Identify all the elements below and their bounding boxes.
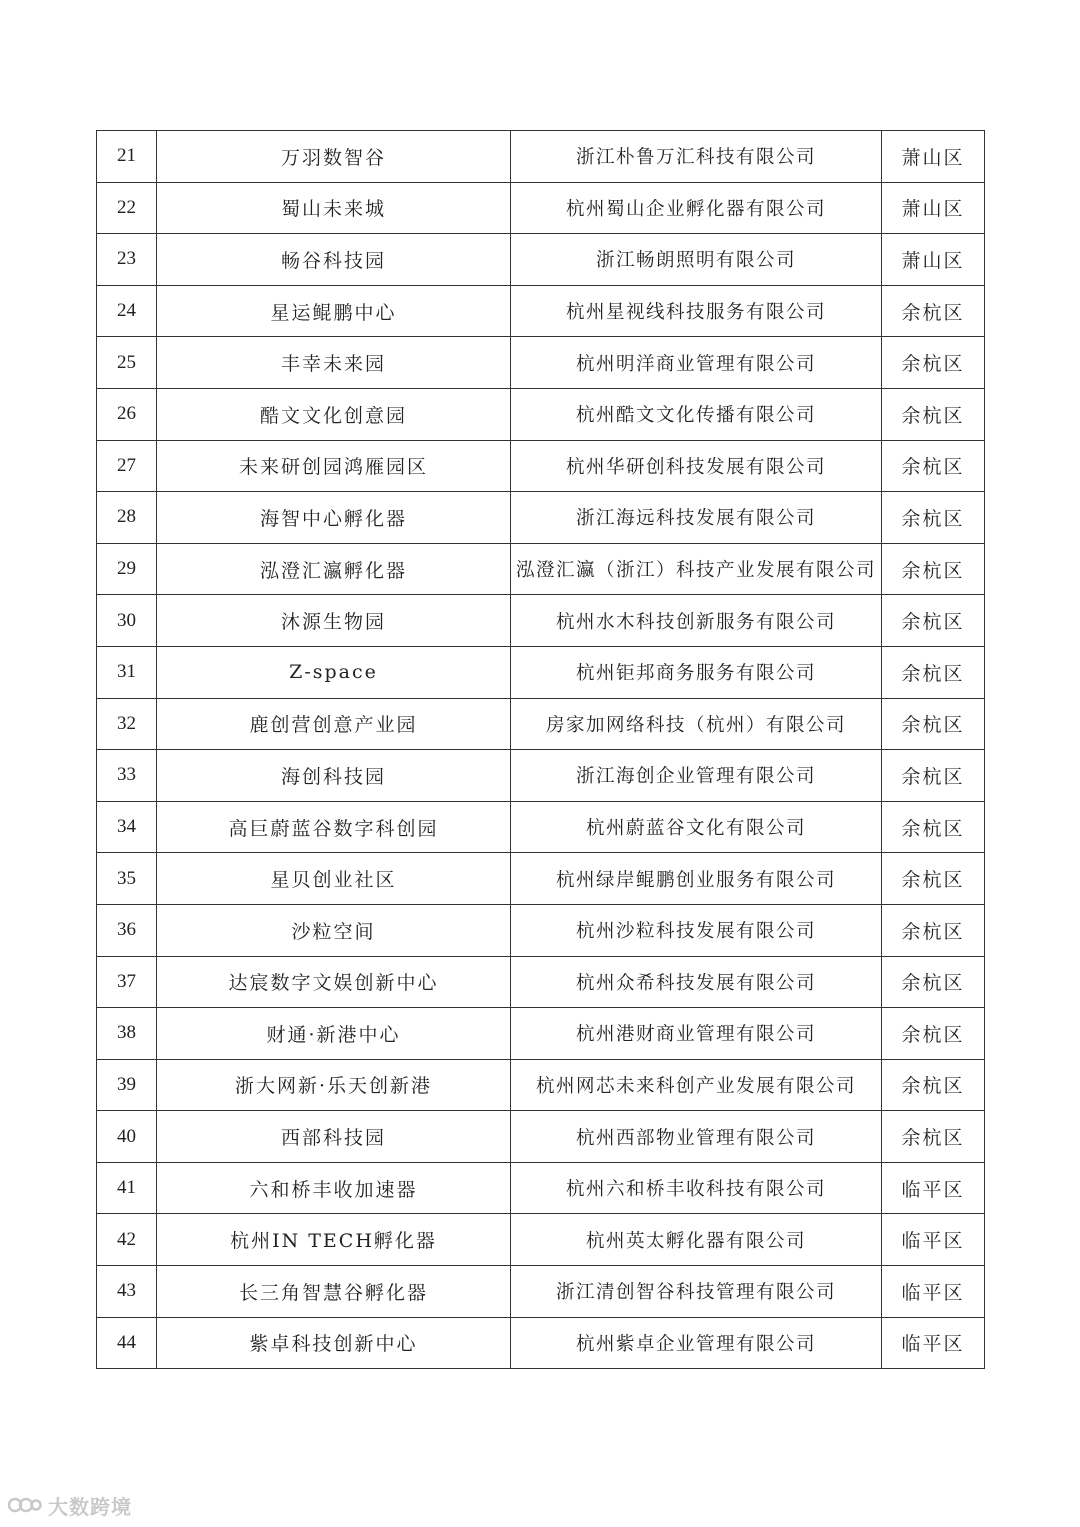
district-cell: 余杭区	[882, 1111, 985, 1163]
operating-company-cell: 杭州水木科技创新服务有限公司	[511, 595, 882, 647]
district-cell: 临平区	[882, 1317, 985, 1369]
operating-company-cell: 杭州绿岸鲲鹏创业服务有限公司	[511, 853, 882, 905]
row-number-cell: 34	[97, 801, 157, 853]
table-row	[97, 956, 985, 1008]
district-cell: 余杭区	[882, 285, 985, 337]
row-number-cell: 23	[97, 234, 157, 286]
table-row	[97, 492, 985, 544]
table-row	[97, 1317, 985, 1369]
row-number-cell: 29	[97, 543, 157, 595]
row-number-cell: 37	[97, 956, 157, 1008]
operating-company-cell: 杭州酷文文化传播有限公司	[511, 388, 882, 440]
row-number-cell: 26	[97, 388, 157, 440]
table-body	[97, 131, 985, 1369]
table-row	[97, 750, 985, 802]
row-number-cell: 33	[97, 750, 157, 802]
row-number-cell: 40	[97, 1111, 157, 1163]
row-number-cell: 21	[97, 131, 157, 183]
table-row	[97, 1008, 985, 1060]
table-row	[97, 543, 985, 595]
table-row	[97, 388, 985, 440]
operating-company-cell: 杭州西部物业管理有限公司	[511, 1111, 882, 1163]
incubator-name-cell: 杭州IN TECH孵化器	[157, 1214, 511, 1266]
operating-company-cell: 浙江畅朗照明有限公司	[511, 234, 882, 286]
table-row	[97, 1266, 985, 1318]
table-row	[97, 131, 985, 183]
row-number-cell: 24	[97, 285, 157, 337]
operating-company-cell: 杭州英太孵化器有限公司	[511, 1214, 882, 1266]
row-number-cell: 28	[97, 492, 157, 544]
operating-company-cell: 浙江海远科技发展有限公司	[511, 492, 882, 544]
watermark-text: 大数跨境	[48, 1494, 132, 1519]
operating-company-cell: 浙江清创智谷科技管理有限公司	[511, 1266, 882, 1318]
table-row	[97, 801, 985, 853]
table-row	[97, 1059, 985, 1111]
district-cell: 余杭区	[882, 750, 985, 802]
incubator-name-cell: 丰幸未来园	[157, 337, 511, 389]
incubator-name-cell: 未来研创园鸿雁园区	[157, 440, 511, 492]
operating-company-cell: 杭州星视线科技服务有限公司	[511, 285, 882, 337]
district-cell: 临平区	[882, 1266, 985, 1318]
incubator-name-cell: 星运鲲鹏中心	[157, 285, 511, 337]
incubator-name-cell: 西部科技园	[157, 1111, 511, 1163]
table-row	[97, 1111, 985, 1163]
table-row	[97, 1214, 985, 1266]
row-number-cell: 31	[97, 646, 157, 698]
row-number-cell: 35	[97, 853, 157, 905]
row-number-cell: 22	[97, 182, 157, 234]
district-cell: 余杭区	[882, 388, 985, 440]
incubator-name-cell: 泓澄汇瀛孵化器	[157, 543, 511, 595]
operating-company-cell: 杭州六和桥丰收科技有限公司	[511, 1162, 882, 1214]
district-cell: 余杭区	[882, 904, 985, 956]
row-number-cell: 25	[97, 337, 157, 389]
operating-company-cell: 杭州网芯未来科创产业发展有限公司	[511, 1059, 882, 1111]
table-row	[97, 595, 985, 647]
incubator-name-cell: 星贝创业社区	[157, 853, 511, 905]
row-number-cell: 43	[97, 1266, 157, 1318]
table-row	[97, 234, 985, 286]
district-cell: 临平区	[882, 1214, 985, 1266]
operating-company-cell: 杭州蔚蓝谷文化有限公司	[511, 801, 882, 853]
operating-company-cell: 杭州众希科技发展有限公司	[511, 956, 882, 1008]
district-cell: 余杭区	[882, 698, 985, 750]
row-number-cell: 39	[97, 1059, 157, 1111]
operating-company-cell: 杭州港财商业管理有限公司	[511, 1008, 882, 1060]
table-row	[97, 285, 985, 337]
operating-company-cell: 泓澄汇瀛（浙江）科技产业发展有限公司	[511, 543, 882, 595]
district-cell: 萧山区	[882, 182, 985, 234]
district-cell: 余杭区	[882, 1008, 985, 1060]
operating-company-cell: 浙江海创企业管理有限公司	[511, 750, 882, 802]
incubator-name-cell: 沙粒空间	[157, 904, 511, 956]
district-cell: 余杭区	[882, 595, 985, 647]
incubator-name-cell: 达宸数字文娱创新中心	[157, 956, 511, 1008]
incubator-table-container	[96, 130, 984, 1369]
operating-company-cell: 杭州华研创科技发展有限公司	[511, 440, 882, 492]
table-row	[97, 904, 985, 956]
operating-company-cell: 杭州紫卓企业管理有限公司	[511, 1317, 882, 1369]
row-number-cell: 32	[97, 698, 157, 750]
district-cell: 余杭区	[882, 853, 985, 905]
watermark	[8, 1490, 132, 1520]
district-cell: 余杭区	[882, 543, 985, 595]
incubator-name-cell: 蜀山未来城	[157, 182, 511, 234]
incubator-name-cell: 酷文文化创意园	[157, 388, 511, 440]
operating-company-cell: 杭州沙粒科技发展有限公司	[511, 904, 882, 956]
row-number-cell: 38	[97, 1008, 157, 1060]
district-cell: 余杭区	[882, 646, 985, 698]
table-row	[97, 1162, 985, 1214]
watermark-logo-icon	[8, 1494, 42, 1516]
table-row	[97, 646, 985, 698]
incubator-name-cell: 海创科技园	[157, 750, 511, 802]
district-cell: 萧山区	[882, 131, 985, 183]
incubator-table	[96, 130, 985, 1369]
table-row	[97, 182, 985, 234]
row-number-cell: 30	[97, 595, 157, 647]
incubator-name-cell: 紫卓科技创新中心	[157, 1317, 511, 1369]
table-row	[97, 698, 985, 750]
district-cell: 余杭区	[882, 801, 985, 853]
table-row	[97, 440, 985, 492]
row-number-cell: 44	[97, 1317, 157, 1369]
operating-company-cell: 杭州明洋商业管理有限公司	[511, 337, 882, 389]
incubator-name-cell: 高巨蔚蓝谷数字科创园	[157, 801, 511, 853]
incubator-name-cell: 长三角智慧谷孵化器	[157, 1266, 511, 1318]
district-cell: 余杭区	[882, 956, 985, 1008]
incubator-name-cell: 鹿创营创意产业园	[157, 698, 511, 750]
incubator-name-cell: 畅谷科技园	[157, 234, 511, 286]
table-row	[97, 853, 985, 905]
row-number-cell: 36	[97, 904, 157, 956]
district-cell: 余杭区	[882, 337, 985, 389]
incubator-name-cell: 浙大网新·乐天创新港	[157, 1059, 511, 1111]
incubator-name-cell: 沐源生物园	[157, 595, 511, 647]
incubator-name-cell: Z-space	[157, 646, 511, 698]
incubator-name-cell: 六和桥丰收加速器	[157, 1162, 511, 1214]
row-number-cell: 41	[97, 1162, 157, 1214]
district-cell: 萧山区	[882, 234, 985, 286]
row-number-cell: 27	[97, 440, 157, 492]
operating-company-cell: 杭州钜邦商务服务有限公司	[511, 646, 882, 698]
operating-company-cell: 房家加网络科技（杭州）有限公司	[511, 698, 882, 750]
district-cell: 余杭区	[882, 440, 985, 492]
district-cell: 余杭区	[882, 1059, 985, 1111]
district-cell: 临平区	[882, 1162, 985, 1214]
operating-company-cell: 杭州蜀山企业孵化器有限公司	[511, 182, 882, 234]
incubator-name-cell: 海智中心孵化器	[157, 492, 511, 544]
table-row	[97, 337, 985, 389]
district-cell: 余杭区	[882, 492, 985, 544]
operating-company-cell: 浙江朴鲁万汇科技有限公司	[511, 131, 882, 183]
incubator-name-cell: 万羽数智谷	[157, 131, 511, 183]
row-number-cell: 42	[97, 1214, 157, 1266]
incubator-name-cell: 财通·新港中心	[157, 1008, 511, 1060]
